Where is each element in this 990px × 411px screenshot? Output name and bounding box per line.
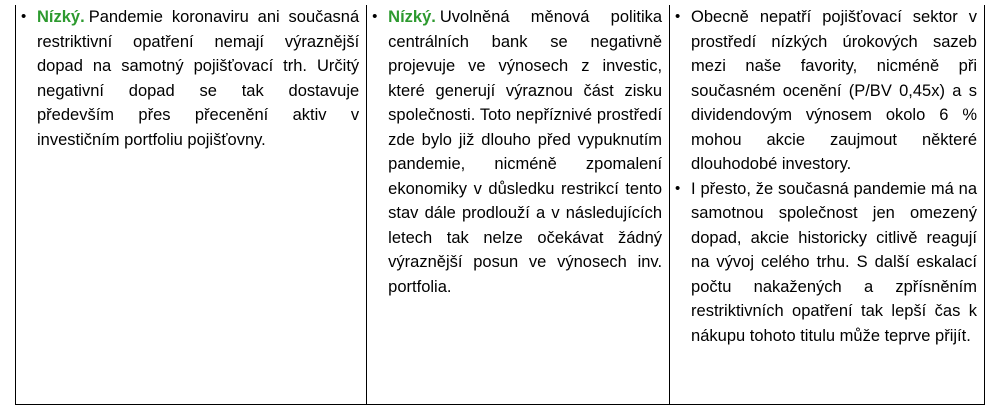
bullet-list <box>372 5 662 299</box>
column-pandemic-impact <box>16 5 367 405</box>
assessment-table <box>15 5 985 405</box>
list-item <box>372 5 662 299</box>
rating-label: Nízký. <box>37 8 85 26</box>
column-monetary-policy <box>367 5 670 405</box>
list-item <box>21 5 359 152</box>
table-row <box>16 5 985 405</box>
list-item <box>675 177 977 349</box>
list-item <box>675 5 977 177</box>
column-investment-view <box>670 5 985 405</box>
bullet-list <box>21 5 359 152</box>
item-text: Obecně nepatří pojišťovací sektor v prostředí nízkých úrokových sazeb mezi naše favority, nicméně při současném ocenění (P/BV 0,45x) a s dividendovým výnosem okolo 6 % mohou akcie zaujmout některé dlouhodobé investory. <box>691 8 977 173</box>
item-text: Pandemie koronaviru ani současná restriktivní opatření nemají výraznější dopad na samotný pojišťovací trh. Určitý negativní dopad se tak dostavuje především přes přecenění aktiv v investičním portfoliu pojišťovny. <box>37 8 360 149</box>
bullet-list <box>675 5 977 348</box>
item-text: I přesto, že současná pandemie má na samotnou společnost jen omezený dopad, akcie historicky citlivě reagují na vývoj celého trhu. S další eskalací počtu nakažených a zpřísněním restriktivních opatření tak lepší čas k nákupu tohoto titulu může teprve přijít. <box>691 179 977 345</box>
rating-label: Nízký. <box>388 8 436 26</box>
item-text: Uvolněná měnová politika centrálních bank se negativně projevuje ve výnosech z investic, které generují výraznou část zisku společnosti. Toto nepříznivé prostředí zde bylo již dlouho před vypuknutím pandemie, nicméně zpomalení ekonomiky v důsledku restrikcí tento stav dále prodlouží a v následujících letech tak nelze očekávat žádný výraznější posun ve výnosech inv. portfolia. <box>388 8 663 296</box>
